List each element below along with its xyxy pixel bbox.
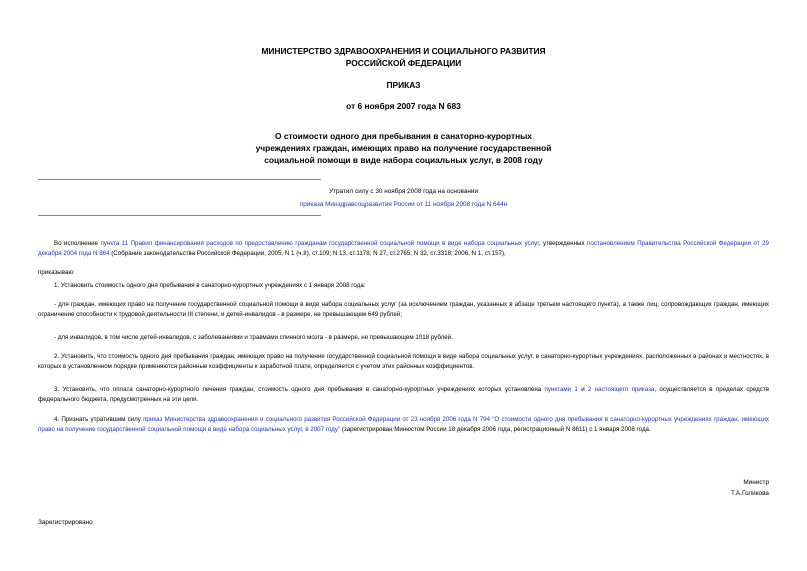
- government-decree-link[interactable]: постановлением Правительства Российской Федерации от 29 декабря 2004 года N 864: [38, 240, 769, 257]
- item-1: 1. Установить стоимость одного дня пребывания в санаторно-курортных учреждениях с 1 января 2008 года:: [54, 282, 366, 289]
- item-4: [38, 415, 769, 435]
- preamble-paragraph: [38, 239, 769, 259]
- preamble-text-2: , утвержденных: [538, 240, 587, 247]
- status-note-link-line: [0, 200, 807, 210]
- item-3-text-1: 3. Установить, что оплата санаторно-курортного лечения граждан, стоимость одного дня пребывания в санаторно-курортных учреждениях которых установлена: [54, 386, 545, 393]
- items-1-link[interactable]: пунктами 1: [544, 386, 578, 393]
- status-note-link[interactable]: приказа Минздравсоцразвития России от 11 ноября 2008 года N 644н: [299, 201, 508, 208]
- item-1-subitem-b: - для инвалидов, в том числе детей-инвалидов, с заболеваниями и травмами спинного мозга - в размере, не превышающем 1018 рублей.: [54, 334, 453, 341]
- ministry-title-line-1: МИНИСТЕРСТВО ЗДРАВООХРАНЕНИЯ И СОЦИАЛЬНОГО РАЗВИТИЯ: [261, 46, 546, 56]
- item-3-text-3: , осуществляется в пределах средств федерального бюджета, предусмотренных на эти цели.: [38, 386, 769, 403]
- item-4-text-1: 4. Признать утратившим силу: [54, 416, 144, 423]
- signature-block: [731, 477, 769, 499]
- order-word: приказываю:: [38, 269, 75, 276]
- status-note-text: Утратил силу с 30 ноября 2008 года на основании: [328, 188, 479, 195]
- preamble-text-1: Во исполнение: [54, 240, 101, 247]
- item-3: [38, 385, 769, 405]
- signatory-name: Т.А.Голикова: [730, 490, 769, 497]
- document-date: от 6 ноября 2007 года N 683: [346, 101, 461, 111]
- preamble-text-3: (Собрание законодательства Российской Федерации, 2005, N 1 (ч.II), ст.109; N 13, ст.1178; N 27, ст.2765; N 32, ст.3318; 2006, N 1, ст.157),: [109, 250, 506, 257]
- items-2-link[interactable]: 2 настоящего приказа: [587, 386, 655, 393]
- item-3-text-2: и: [577, 386, 588, 393]
- divider-top: [38, 179, 321, 180]
- subject-line-2: учреждениях граждан, имеющих право на получение государственной: [255, 143, 552, 153]
- subject-line-3: социальной помощи в виде набора социальных услуг, в 2008 году: [264, 155, 543, 165]
- item-2: 2. Установить, что стоимость одного дня пребывания граждан, имеющих право на получение государственной социальной помощи в виде набора социальных услуг, в санаторно-курортных учреждениях, расположенных в районах и местностях, в которых в установленном порядке применяются районные коэффициенты к заработной плате, определяется с учетом этих районных коэффициентов.: [38, 353, 769, 370]
- repealed-order-link[interactable]: приказ Министерства здравоохранения и социального развития Российской Федерации от 23 ноября 2006 года N 794 "О стоимости одного дня пребывания в санаторно-курортных учреждениях граждан, имеющих право на получение государственной социальной помощи в виде набора социальных услуг, в 2007 году": [38, 416, 769, 433]
- subject-line-1: О стоимости одного дня пребывания в санаторно-курортных: [275, 131, 532, 141]
- registered-label: Зарегистрировано: [38, 519, 93, 526]
- item-4-text-2: (зарегистрирован Минюстом России 18 декабря 2006 года, регистрационный N 8611) с 1 января 2008 года.: [340, 426, 651, 433]
- signatory-position: Министр: [743, 479, 769, 486]
- divider-bottom: [38, 215, 321, 216]
- ministry-title-line-2: РОССИЙСКОЙ ФЕДЕРАЦИИ: [345, 58, 462, 68]
- rules-link[interactable]: пункта 11 Правил финансирования расходов по предоставлению гражданам государственной социальной помощи в виде набора социальных услуг: [100, 240, 539, 247]
- item-1-subitem-a: - для граждан, имеющих право на получение государственной социальной помощи в виде набора социальных услуг (за исключением граждан, указанных в абзаце третьем настоящего пункта), а также лиц, сопровождающих граждан, имеющих ограничение способности к трудовой деятельности III степени, и детей-инвалидов - в размере, не превышающем 649 рублей;: [38, 301, 769, 318]
- document-type: ПРИКАЗ: [386, 80, 421, 90]
